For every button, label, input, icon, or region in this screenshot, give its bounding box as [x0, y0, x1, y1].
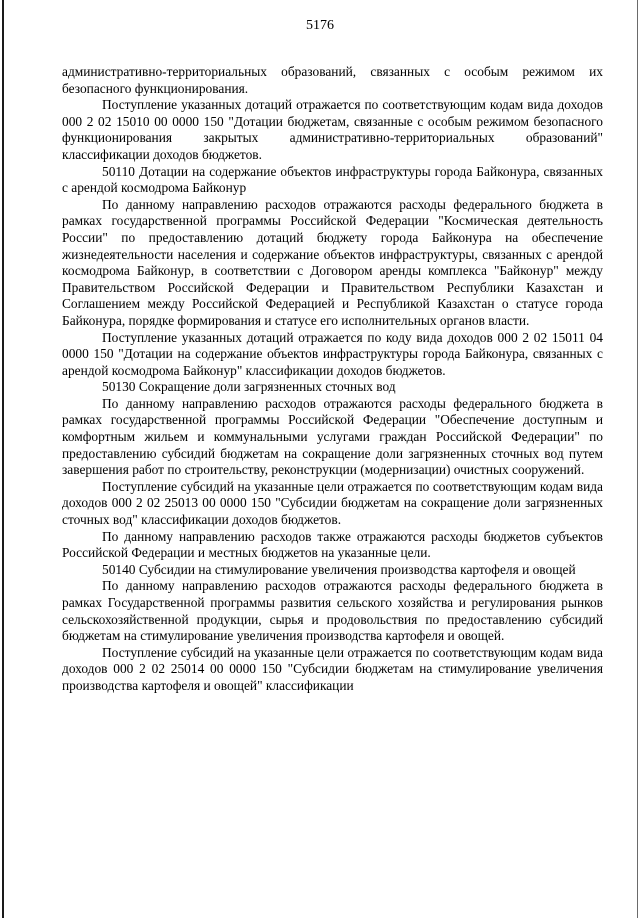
paragraph: Поступление указанных дотаций отражается по соответствующим кодам вида доходов 000 2 02 15010 00 0000 150 "Дотации бюджетам, связанные с особым режимом безопасного функционирования закрытых административно-территориальных образований" классификации доходов бюджетов.	[62, 97, 603, 162]
section-heading: 50130 Сокращение доли загрязненных сточных вод	[102, 379, 396, 395]
section-heading: 50110 Дотации на содержание объектов инфраструктуры города Байконура, связанных с арендой космодрома Байконур	[62, 163, 603, 196]
section-heading: 50140 Субсидии на стимулирование увеличения производства картофеля и овощей	[102, 561, 576, 577]
paragraph: По данному направлению расходов также отражаются расходы бюджетов субъектов Российской Федерации и местных бюджетов на указанные цели.	[62, 528, 603, 561]
paragraph: По данному направлению расходов отражаются расходы федерального бюджета в рамках государственной программы Российской Федерации "Космическая деятельность России" по предоставлению дотаций бюджету города Байконура на обеспечение жизнедеятельности населения и содержание объектов инфраструктуры, связанных с арендой космодрома Байконур, в соответствии с Договором аренды комплекса "Байконур" между Правительством Российской Федерации и Правительством Республики Казахстан и Соглашением между Российской Федерацией и Республикой Казахстан о статусе города Байконура, порядке формирования и статусе его исполнительных органов власти.	[62, 196, 603, 328]
paragraph: По данному направлению расходов отражаются расходы федерального бюджета в рамках Государственной программы развития сельского хозяйства и регулирования рынков сельскохозяйственной продукции, сырья и продовольствия по предоставлению субсидий бюджетам на стимулирование увеличения производства картофеля и овощей.	[62, 578, 603, 644]
page-number: 5176	[306, 18, 334, 33]
paragraph: По данному направлению расходов отражаются расходы федерального бюджета в рамках государственной программы Российской Федерации "Обеспечение доступным и комфортным жильем и коммунальными услугами граждан Российской Федерации" по предоставлению субсидий бюджетам на сокращение доли загрязненных сточных вод путем завершения работ по строительству, реконструкции (модернизации) очистных сооружений.	[62, 395, 603, 478]
paragraph: Поступление субсидий на указанные цели отражается по соответствующим кодам вида доходов 000 2 02 25013 00 0000 150 "Субсидии бюджетам на сокращение доли загрязненных сточных вод" классификации доходов бюджетов.	[62, 478, 603, 528]
scan-right-edge	[637, 0, 638, 918]
document-body	[62, 64, 603, 695]
paragraph: административно-территориальных образований, связанных с особым режимом их безопасного функционирования.	[62, 64, 603, 96]
scan-left-edge	[2, 0, 4, 918]
paragraph: Поступление субсидий на указанные цели отражается по соответствующим кодам вида доходов 000 2 02 25014 00 0000 150 "Субсидии бюджетам на стимулирование увеличения производства картофеля и овощей" классификации	[62, 644, 603, 693]
paragraph: Поступление указанных дотаций отражается по коду вида доходов 000 2 02 15011 04 0000 150 "Дотации на содержание объектов инфраструктуры города Байконура, связанных с арендой космодрома Байконур" классификации доходов бюджетов.	[62, 329, 603, 378]
